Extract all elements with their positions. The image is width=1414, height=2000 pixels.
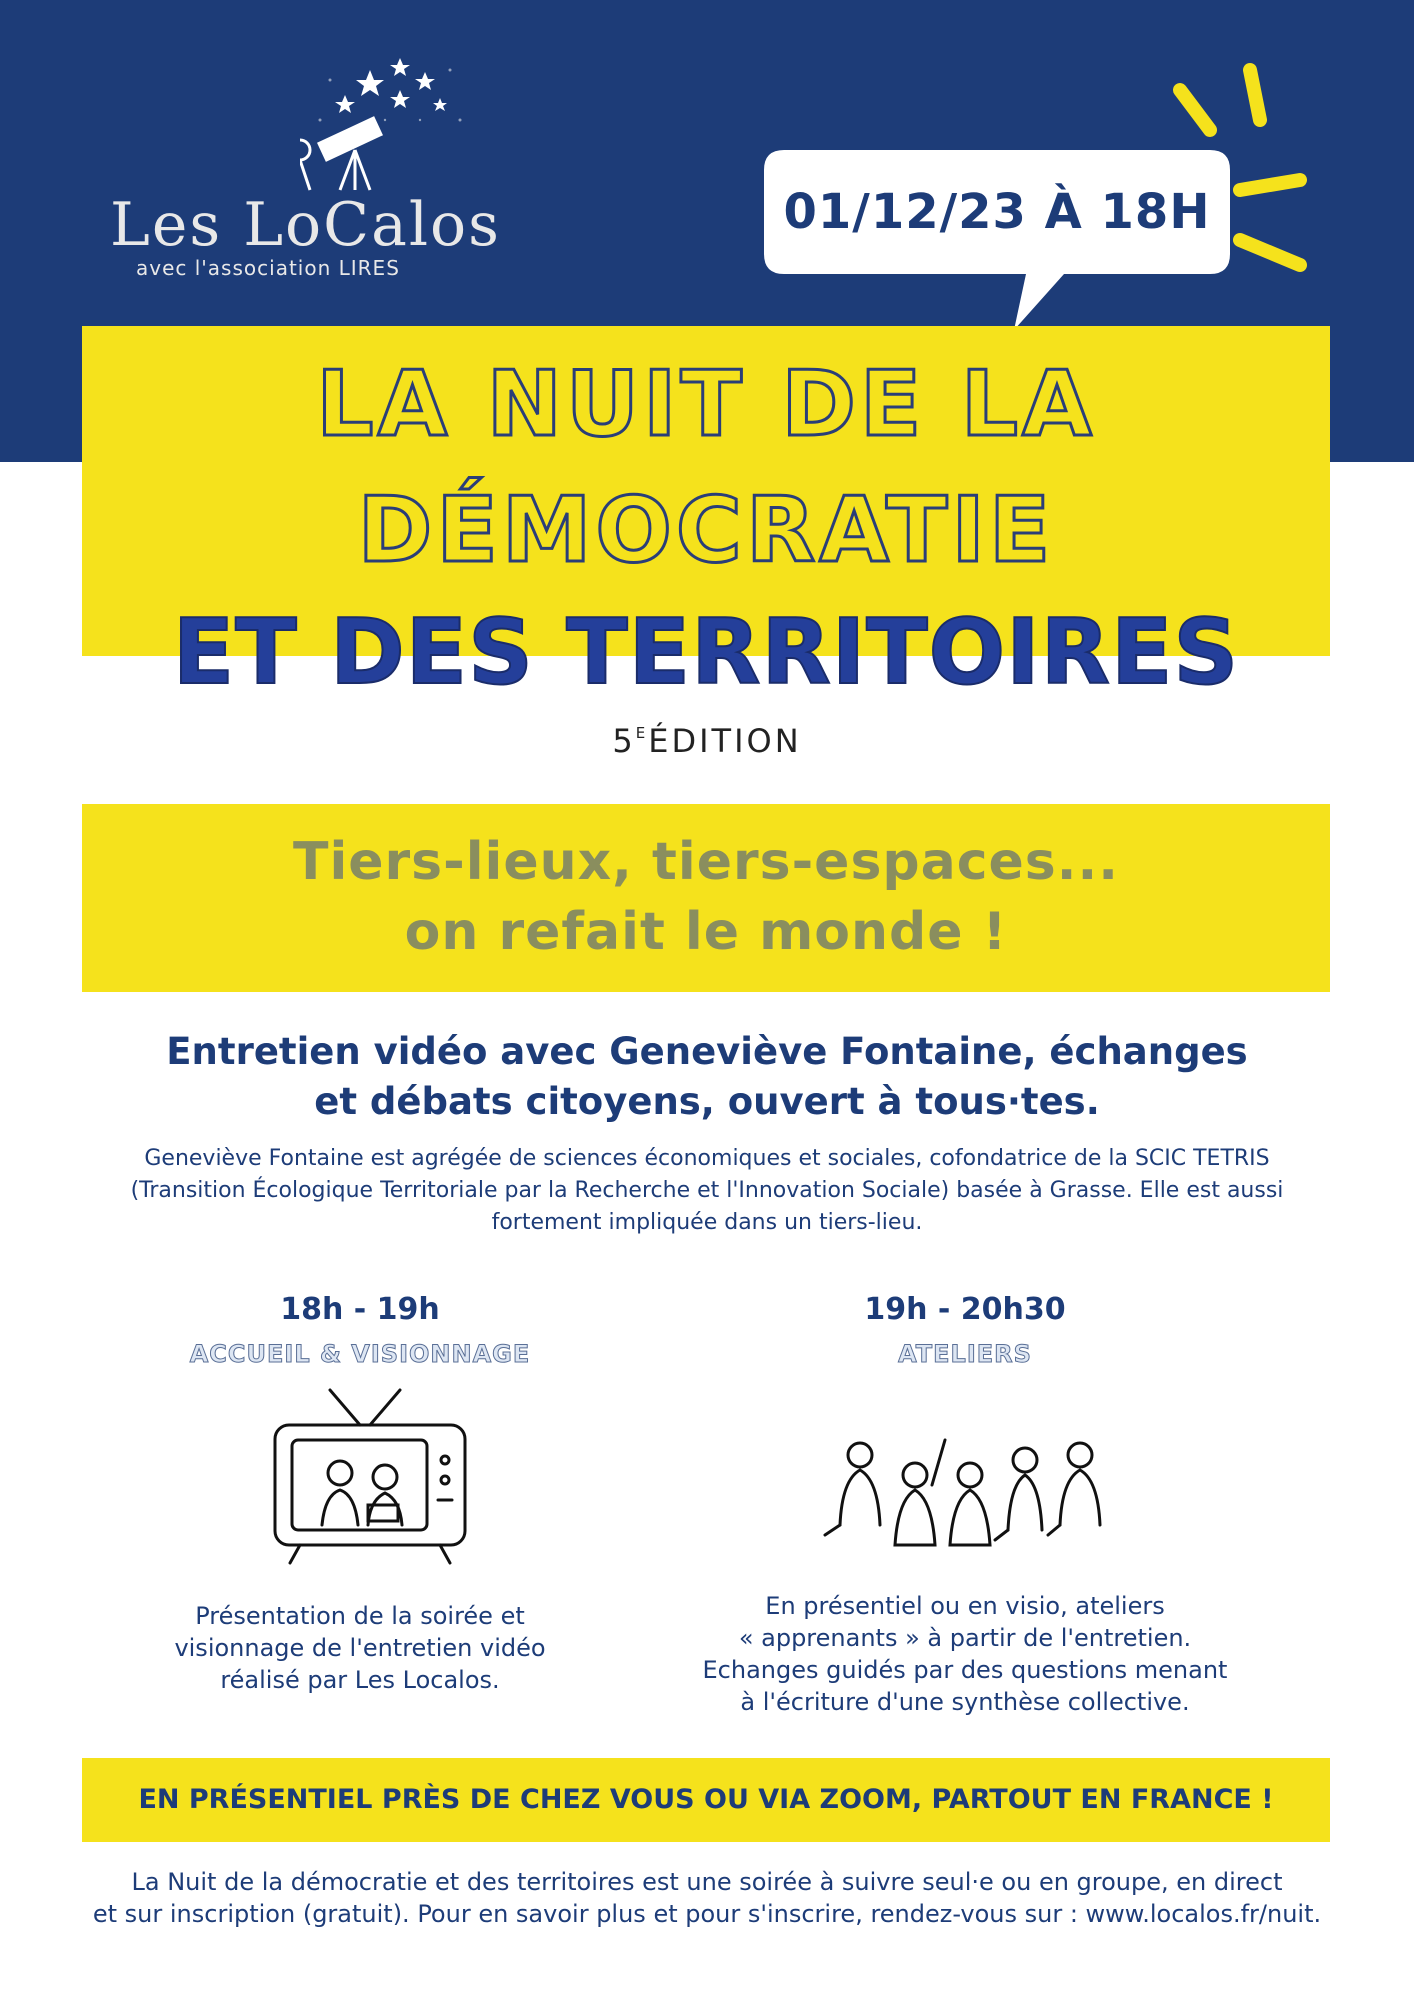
edition-number: 5 (612, 722, 636, 760)
edition-superscript: E (635, 724, 649, 742)
schedule-time-2: 19h - 20h30 (864, 1292, 1066, 1327)
lead-line-2: et débats citoyens, ouvert à tous·tes. (314, 1080, 1100, 1123)
bio-line-2: (Transition Écologique Territoriale par la Recherche et l'Innovation Sociale) basée à Grasse. Elle est aussi (130, 1178, 1284, 1203)
television-icon (270, 1385, 470, 1565)
schedule-label-1: ACCUEIL & VISIONNAGE (189, 1340, 531, 1368)
schedule-desc-2-line-1: En présentiel ou en visio, ateliers (765, 1592, 1165, 1620)
schedule-desc-2-line-2: « apprenants » à partir de l'entretien. (738, 1624, 1192, 1652)
group-people-icon (820, 1425, 1120, 1555)
edition-word: ÉDITION (648, 722, 802, 760)
schedule-desc-2-line-4: à l'écriture d'une synthèse collective. (740, 1688, 1190, 1716)
telescope-stargazer-icon (300, 50, 480, 200)
title-line-1: LA NUIT DE LA (316, 352, 1096, 457)
schedule-desc-2-line-3: Echanges guidés par des questions menant (702, 1656, 1228, 1684)
bio-line-1: Geneviève Fontaine est agrégée de sciences économiques et sociales, cofondatrice de la SCIC TETRIS (144, 1146, 1270, 1171)
footer-banner-text: EN PRÉSENTIEL PRÈS DE CHEZ VOUS OU VIA ZOOM, PARTOUT EN FRANCE ! (138, 1784, 1274, 1815)
schedule-desc-1-line-1: Présentation de la soirée et (195, 1602, 525, 1630)
event-date: 01/12/23 À 18H (783, 184, 1211, 240)
tagline-line-1: Tiers-lieux, tiers-espaces... (292, 832, 1120, 892)
footer-line-2: et sur inscription (gratuit). Pour en savoir plus et pour s'inscrire, rendez-vous sur : www.localos.fr/nuit. (92, 1900, 1322, 1928)
edition-label (0, 722, 1414, 760)
footer-line-1: La Nuit de la démocratie et des territoires est une soirée à suivre seul·e ou en groupe, en direct (131, 1868, 1283, 1896)
localos-logo (100, 50, 501, 290)
bio-line-3: fortement impliquée dans un tiers-lieu. (491, 1210, 923, 1235)
lead-line-1: Entretien vidéo avec Geneviève Fontaine, échanges (166, 1030, 1248, 1073)
logo-wordmark: Les LoCalos (110, 190, 501, 260)
schedule-desc-1-line-2: visionnage de l'entretien vidéo (174, 1634, 546, 1662)
logo-subtitle: avec l'association LIRES (136, 256, 400, 280)
schedule-time-1: 18h - 19h (280, 1292, 440, 1327)
highlight-rays-icon (1150, 50, 1350, 280)
title-line-2: DÉMOCRATIE (357, 478, 1055, 583)
schedule-desc-1-line-3: réalisé par Les Localos. (220, 1666, 500, 1694)
title-line-3: ET DES TERRITOIRES (172, 600, 1240, 705)
tagline-line-2: on refait le monde ! (404, 902, 1008, 962)
schedule-label-2: ATELIERS (898, 1340, 1032, 1368)
